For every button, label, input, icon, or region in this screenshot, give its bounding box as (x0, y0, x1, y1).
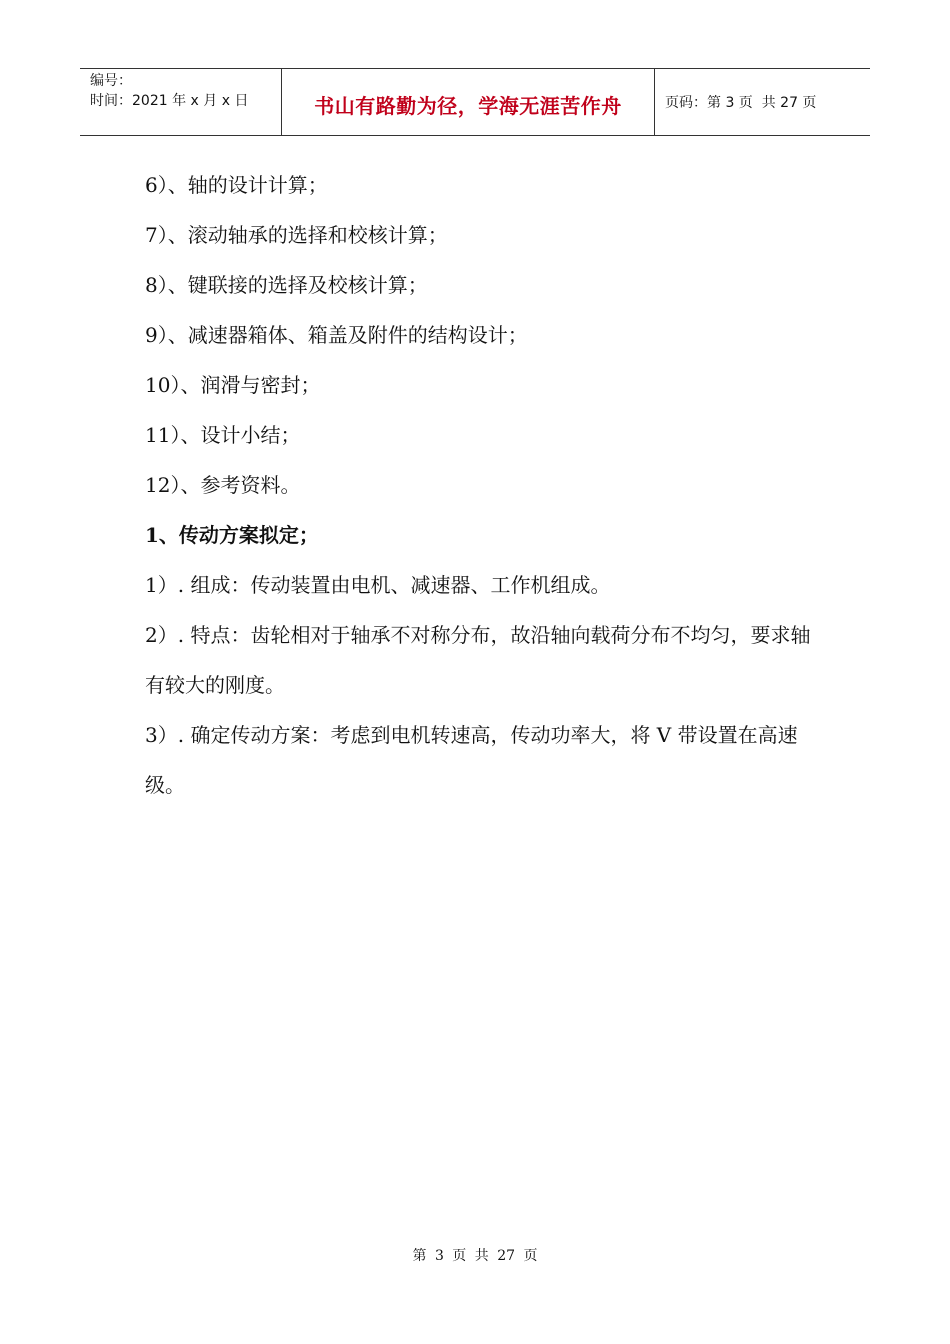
header-motto-cell (282, 69, 655, 135)
section-paragraph-scheme: 3）. 确定传动方案：考虑到电机转速高，传动功率大，将 V 带设置在高速级。 (145, 723, 798, 797)
document-date-label: 时间：2021 年 x 月 x 日 (90, 93, 249, 109)
section-paragraph-composition: 1）. 组成：传动装置由电机、减速器、工作机组成。 (145, 573, 611, 597)
toc-item: 9）、减速器箱体、箱盖及附件的结构设计； (145, 323, 528, 347)
header-page-cell (655, 69, 870, 135)
toc-item: 7）、滚动轴承的选择和校核计算； (145, 223, 448, 247)
document-number-label: 编号： (90, 73, 132, 89)
document-body (145, 160, 825, 810)
section-heading: 1、传动方案拟定； (145, 523, 319, 547)
page-header (80, 68, 870, 136)
toc-item: 10）、润滑与密封； (145, 373, 321, 397)
header-meta-cell (80, 69, 282, 135)
toc-item: 6）、轴的设计计算； (145, 173, 328, 197)
toc-item: 12）、参考资料。 (145, 473, 301, 497)
section-paragraph-features: 2）. 特点：齿轮相对于轴承不对称分布，故沿轴向载荷分布不均匀，要求轴有较大的刚度。 (145, 623, 811, 697)
page-footer: 第 3 页 共 27 页 (412, 1248, 538, 1264)
toc-item: 11）、设计小结； (145, 423, 301, 447)
toc-item: 8）、键联接的选择及校核计算； (145, 273, 428, 297)
header-motto: 书山有路勤为径，学海无涯苦作舟 (314, 93, 622, 118)
header-page-info: 页码：第 3 页 共 27 页 (665, 95, 817, 111)
